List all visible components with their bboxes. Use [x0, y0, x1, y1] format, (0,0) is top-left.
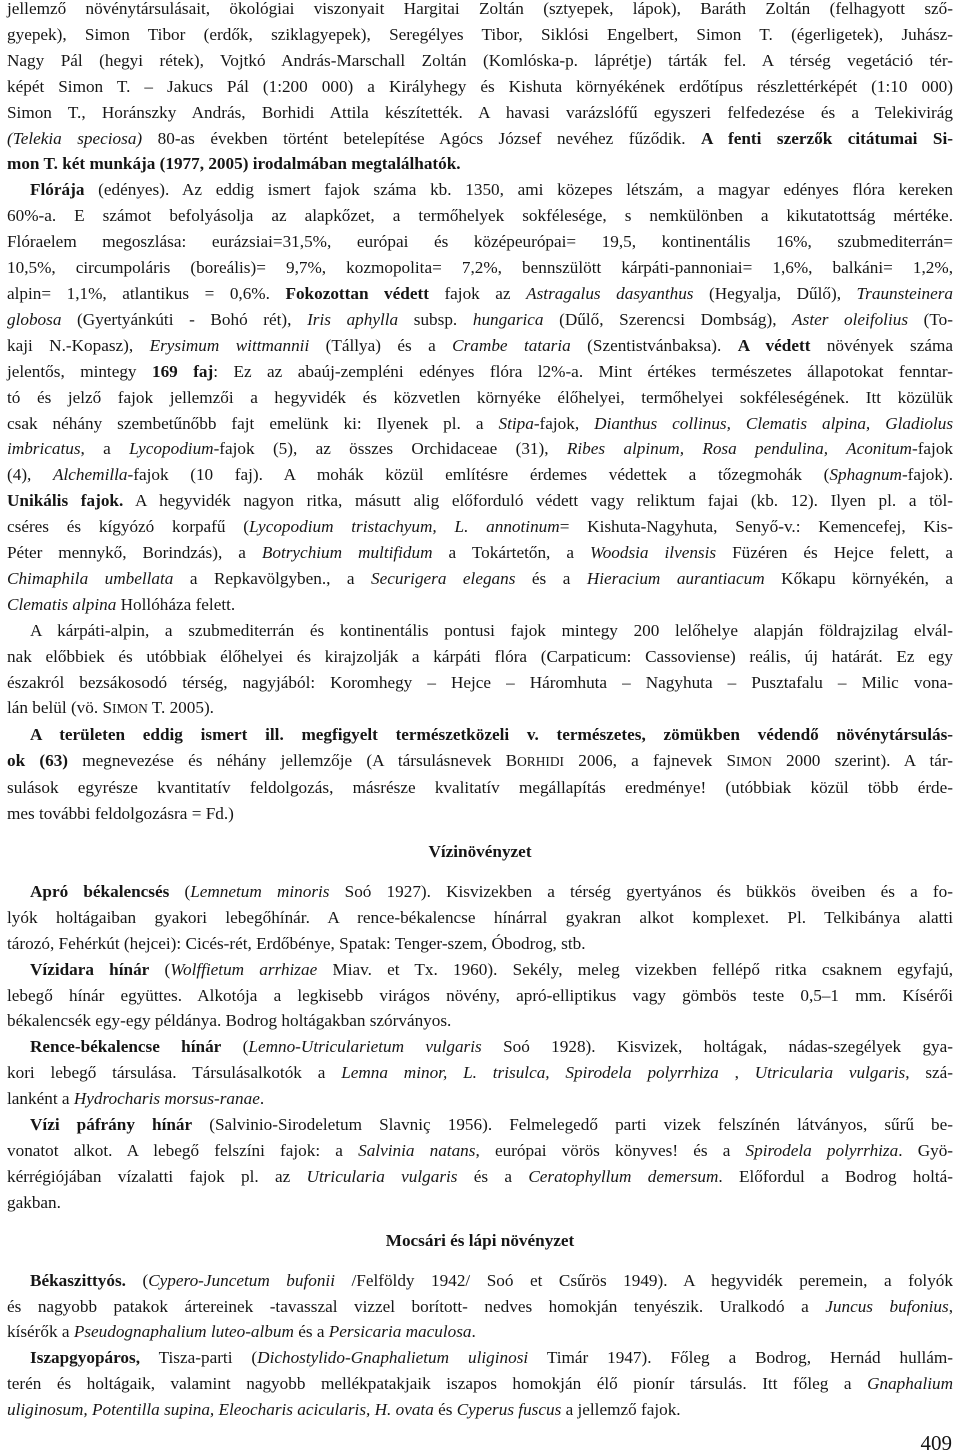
italic-text: uliginosum, Potentilla supina, Eleocharis acicularis, H. ovata — [7, 1400, 434, 1420]
section-paragraphs — [7, 1268, 953, 1423]
italic-text: Lemna minor, L. trisulca, Spirodela polyrrhiza — [341, 1063, 719, 1083]
italic-text: Salvinia natans — [358, 1140, 476, 1160]
text-line — [7, 333, 953, 359]
text-run: . Előfordul a Bodrog holtá- — [718, 1166, 953, 1186]
text-run: jellemző növénytársulásait, ökológiai viszonyait Hargitai Zoltán (sztyepek, lápok), Baráth Zoltán (felhagyott sző- — [7, 0, 953, 18]
text-line — [7, 229, 953, 255]
italic-text: Crambe tataria — [452, 335, 571, 355]
text-line — [7, 1034, 953, 1060]
text-run: gyepek), Simon Tibor (erdők, sziklagyepek), Seregélyes Tibor, Siklósi Engelbert, Simon T. (égerligetek), Juhász- — [7, 24, 953, 44]
italic-text: Dichostylido-Gnaphalietum uliginosi — [257, 1348, 529, 1368]
text-run: Hollóháza felett. — [116, 594, 236, 614]
text-run: gakban. — [7, 1192, 61, 1212]
text-line — [7, 722, 953, 748]
text-run: és nagyobb patakok ártereinek -tavasszal vizzel borított- nedves homokján tenyészik. Uralkodó a — [7, 1296, 826, 1316]
text-run: T. 2005). — [147, 698, 214, 718]
text-line — [7, 540, 953, 566]
text-run: képét Simon T. – Jakucs Pál (1:200 000) a Királyhegy és Kishuta környékének erdőtípus részlettérképét (1:10 000) — [7, 76, 953, 96]
text-line — [7, 74, 953, 100]
text-run: Flóraelem megoszlása: eurázsiai=31,5%, európai és középeurópai= 19,5, kontinentális 16%, szubmediterrán= — [7, 232, 953, 252]
text-line — [7, 1345, 953, 1371]
italic-text: Aster oleifolius — [792, 309, 909, 329]
text-run: alpin= 1,1%, atlantikus = 0,6%. — [7, 283, 286, 303]
paragraph — [7, 879, 953, 957]
text-run: Soó 1927). Kisvizekben a térség gyertyános és bükkös öveiben és a fo- — [329, 881, 953, 901]
italic-text: Clematis alpina — [7, 594, 117, 614]
text-run: subsp. — [398, 309, 473, 329]
text-run: cséres és kígyózó korpafű ( — [7, 517, 250, 537]
bold-text: Békaszittyós. — [30, 1270, 126, 1290]
section-heading: Vízinövényzet — [428, 842, 532, 861]
text-line — [7, 385, 953, 411]
text-line — [7, 307, 953, 333]
text-run: csak néhány szembetűnőbb fajt emelünk ki: Ilyenek pl. a — [7, 413, 499, 433]
text-line — [7, 618, 953, 644]
text-run: Timár 1947). Főleg a Bodrog, Hernád hullám- — [528, 1348, 953, 1368]
italic-text: Ceratophyllum demersum — [528, 1166, 719, 1186]
text-run: jelentős, mintegy — [7, 361, 152, 381]
text-run: (edényes). Az eddig ismert fajok száma kb. 1350, ami közepes létszám, a magyar edényes flóra kereken — [84, 180, 953, 200]
italic-text: hungarica — [472, 309, 544, 329]
bold-text: A fenti szerzők citátumai Si- — [701, 128, 953, 148]
text-run: (Szentistvánbaksa). — [570, 335, 738, 355]
text-run: -fajok — [911, 439, 954, 459]
italic-text: Ribes alpinum, Rosa pendulina, Aconitum — [566, 439, 912, 459]
text-run: Tisza-parti ( — [140, 1348, 258, 1368]
italic-text: Persicaria maculosa — [328, 1322, 472, 1342]
paragraph — [7, 618, 953, 723]
italic-text: Spirodela polyrrhiza — [745, 1140, 899, 1160]
italic-text: imbricatus — [7, 439, 81, 459]
text-run: (To- — [908, 309, 953, 329]
paragraph — [7, 177, 953, 617]
text-run: fajok az — [428, 283, 527, 303]
text-line — [7, 1371, 953, 1397]
italic-text: Cypero-Juncetum bufonii — [148, 1270, 335, 1290]
italic-text: Alchemilla — [53, 465, 128, 485]
text-run: tározó, Fehérkút (hejcei): Cicés-rét, Erdőbénye, Spatak: Tenger-szem, Óbodrog, stb. — [7, 933, 586, 953]
text-run: Nagy Pál (hegyi rétek), Vojtkó András-Marschall Zoltán (Komlóska-p. láprétje) tárták fel. A térség vegetáció tér- — [7, 50, 953, 70]
text-run: lyók holtágaiban gyakori lebegőhínár. A rence-békalencse hínárral gyakran alkot komplexet. Pl. Telkibánya alatti — [7, 907, 953, 927]
text-run: A kárpáti-alpin, a szubmediterrán és kontinentális pontusi fajok mintegy 200 lelőhelye alapján földrajzilag elvál- — [30, 620, 953, 640]
italic-text: Lycopodium tristachyum, L. annotinum — [249, 517, 560, 537]
text-run: lán belül (vö. S — [7, 698, 113, 718]
text-line — [7, 1164, 953, 1190]
text-run: ( — [125, 1270, 149, 1290]
text-run: Kőkapu környékén, a — [764, 568, 953, 588]
text-line — [7, 1397, 953, 1423]
section-mocsari-es-lapi-novenyzet — [7, 1228, 953, 1423]
text-run: és a — [515, 568, 587, 588]
text-line — [7, 411, 953, 437]
paragraph — [7, 1268, 953, 1346]
italic-text: Iris aphylla — [307, 309, 399, 329]
text-run: és a — [293, 1322, 329, 1342]
text-line — [7, 670, 953, 696]
text-run: mes további feldolgozásra = Fd.) — [7, 804, 234, 824]
text-line — [7, 801, 953, 827]
text-line — [7, 177, 953, 203]
text-run: kérrégiójában vízalatti fajok pl. az — [7, 1166, 307, 1186]
text-run: 2006, a fajnevek S — [564, 751, 737, 771]
italic-text: Stipa — [498, 413, 534, 433]
text-line — [7, 359, 953, 385]
text-run: , a — [80, 439, 130, 459]
text-run: , szá- — [905, 1063, 954, 1083]
text-run: megnevezése és néhány jellemzője (A társulásnevek B — [68, 751, 518, 771]
text-run: (4), — [7, 465, 54, 485]
text-run: tó és jelző fajok jellemzői a hegyvidék és közvetlen környéke élőhelyei, termőhelyei sokféleségének. Itt közülük — [7, 387, 953, 407]
text-run: , európai vörös könyves! és a — [475, 1140, 746, 1160]
text-run: ( — [149, 959, 171, 979]
text-line — [7, 1060, 953, 1086]
text-line — [7, 775, 953, 801]
text-run: és a — [457, 1166, 529, 1186]
paragraph — [7, 0, 953, 177]
text-line — [7, 957, 953, 983]
italic-text: Lycopodium — [129, 439, 214, 459]
bold-text: Unikális fajok. — [7, 491, 124, 511]
text-line — [7, 126, 953, 152]
small-caps-text: IMON — [112, 701, 148, 717]
text-run: növények száma — [810, 335, 953, 355]
text-line — [7, 879, 953, 905]
italic-text: Utricularia vulgaris — [306, 1166, 458, 1186]
text-run: Péter mennykő, Borindzás), a — [7, 543, 262, 563]
page-number: 409 — [920, 1431, 952, 1455]
text-line — [7, 1268, 953, 1294]
text-run: békalencsék egy-egy példánya. Bodrog holtágakban szórványos. — [7, 1011, 452, 1031]
bold-text: Apró békalencsés — [30, 881, 170, 901]
italic-text: Sphagnum — [829, 465, 902, 485]
text-line — [7, 592, 953, 618]
paragraph — [7, 1345, 953, 1423]
bold-text: A védett — [737, 335, 811, 355]
italic-text: Pseudognaphalium luteo-album — [73, 1322, 294, 1342]
text-line — [7, 748, 953, 775]
italic-text: Traunsteinera — [856, 283, 953, 303]
bold-text: Fokozottan védett — [285, 283, 429, 303]
text-run: (Salvinio-Sirodeletum Slavniç 1956). Felmelegedő parti vizek felszínén látványos, sűrű be- — [192, 1115, 953, 1135]
text-run: a Repkavölgyben., a — [173, 568, 372, 588]
text-line — [7, 566, 953, 592]
text-run: lebegő hínár együttes. Alkotója a legkisebb virágos növény, apró-elliptikus vagy gömbös teste 0,5–1 mm. Kísérői — [7, 985, 953, 1005]
section-paragraphs — [7, 879, 953, 1216]
text-run: terén és holtágaik, valamint nagyobb mellékpatakjaik iszapos homokján élő pionír társulás. Itt főleg a — [7, 1374, 868, 1394]
italic-text: Cyperus fuscus — [456, 1400, 562, 1420]
italic-text: Hydrocharis morsus-ranae — [73, 1089, 260, 1109]
text-line — [7, 1008, 953, 1034]
bold-text: mon T. két munkája (1977, 2005) irodalmában megtalálhatók. — [7, 154, 461, 174]
text-run: (Hegyalja, Dűlő), — [693, 283, 857, 303]
text-run: Simon T., Horánszky András, Borhidi Attila készítették. A havasi varázslófű egyszeri felfedezése és a Telekivirág — [7, 102, 953, 122]
italic-text: Hieracium aurantiacum — [586, 568, 765, 588]
text-run: a Tokártetőn, a — [432, 543, 590, 563]
italic-text: Juncus bufonius — [825, 1296, 949, 1316]
bold-text: Flórája — [30, 180, 85, 200]
bold-text: Iszapgyopáros, — [30, 1348, 140, 1368]
text-line — [7, 281, 953, 307]
text-run: A hegyvidék nagyon ritka, másutt alig előforduló védett vagy reliktum fajai (kb. 12). Ilyen pl. a töl- — [123, 491, 953, 511]
italic-text: Astragalus dasyanthus — [526, 283, 694, 303]
section-heading: Mocsári és lápi növényzet — [385, 1230, 575, 1250]
text-run: nak előbbiek és utóbbiak élőhelyei és kirajzolják a kárpáti flóra (Carpaticum: Cassoviense) reális, új határát. Ez egy — [7, 646, 953, 666]
italic-text: Lemno-Utricularietum vulgaris — [248, 1037, 482, 1057]
text-run: kísérők a — [7, 1322, 74, 1342]
paragraph — [7, 1112, 953, 1216]
text-line — [7, 1086, 953, 1112]
text-line — [7, 488, 953, 514]
page-body — [7, 0, 953, 1423]
italic-text: Gnaphalium — [867, 1374, 953, 1394]
small-caps-text: IMON — [736, 754, 772, 770]
text-run: sulások egyrésze kvantitatív feldolgozás, másrésze kvalitatív megállapítás eredménye! (utóbbiak közül több érde- — [7, 778, 953, 798]
text-line — [7, 203, 953, 229]
text-run: a jellemző fajok. — [561, 1400, 681, 1420]
bold-text: Vízi páfrány hínár — [30, 1115, 193, 1135]
text-run: vonatot alkot. A lebegő felszíni fajok: a — [7, 1140, 359, 1160]
text-line — [7, 983, 953, 1009]
text-run: lanként a — [7, 1089, 74, 1109]
text-run: -fajok (5), az összes Orchidaceae (31), — [213, 439, 567, 459]
text-run: = Kishuta-Nagyhuta, Senyő-v.: Kemencefej, Kis- — [559, 517, 954, 537]
text-run: /Felföldy 1942/ Soó et Csűrös 1949). A hegyvidék peremein, a folyók — [334, 1270, 953, 1290]
text-line — [7, 644, 953, 670]
italic-text: globosa — [7, 309, 62, 329]
text-line — [7, 100, 953, 126]
italic-text: Lemnetum minoris — [190, 881, 330, 901]
italic-text: Wolffietum arrhizae — [170, 959, 318, 979]
italic-text: Chimaphila umbellata — [7, 568, 174, 588]
text-line — [7, 255, 953, 281]
text-run: (Gyertyánkúti - Bohó rét), — [61, 309, 308, 329]
text-line — [7, 0, 953, 22]
text-run: és — [433, 1400, 457, 1420]
section-vizinovenyzet — [7, 839, 953, 1216]
italic-text: (Telekia speciosa) — [7, 128, 143, 148]
paragraph — [7, 1034, 953, 1112]
italic-text: Woodsia ilvensis — [589, 543, 717, 563]
italic-text: Botrychium multifidum — [261, 543, 433, 563]
text-line — [7, 1319, 953, 1345]
italic-text: Dianthus collinus, Clematis alpina, Gladiolus — [594, 413, 954, 433]
text-run: ( — [221, 1037, 249, 1057]
text-run: , — [948, 1296, 954, 1316]
italic-text: Securigera elegans — [371, 568, 516, 588]
bold-text: ok (63) — [7, 751, 69, 771]
text-run: . — [259, 1089, 265, 1109]
text-run: . Gyö- — [898, 1140, 954, 1160]
text-run: : Ez az abaúj-zempléni edényes flóra l2%-a. Mint értékes természetes állapotokat fenntar- — [213, 361, 953, 381]
text-line — [7, 1294, 953, 1320]
text-run: . — [471, 1322, 476, 1342]
text-line — [7, 48, 953, 74]
text-run: 60%-a. E számot befolyásolja az alapkőzet, a termőhelyek sokfélesége, s nemkülönben a kikutatottság mértéke. — [7, 206, 953, 226]
text-line — [7, 1112, 953, 1138]
text-line — [7, 514, 953, 540]
text-line — [7, 462, 953, 488]
text-run: kori lebegő társulása. Társulásalkotók a — [7, 1063, 342, 1083]
bold-text: Rence-békalencse hínár — [30, 1037, 222, 1057]
italic-text: Erysimum wittmannii — [149, 335, 310, 355]
paragraph — [7, 957, 953, 1035]
text-run: Soó 1928). Kisvizek, holtágak, nádas-szegélyek gya- — [481, 1037, 954, 1057]
text-line — [7, 905, 953, 931]
bold-text: A területen eddig ismert ill. megfigyelt természetközeli v. természetes, zömükben védendő növénytársulás- — [30, 725, 953, 745]
italic-text: Utricularia vulgaris — [754, 1063, 906, 1083]
text-run: (Tállya) és a — [309, 335, 453, 355]
intro-text — [7, 0, 953, 827]
text-line — [7, 931, 953, 957]
text-run: -fajok (10 faj). A mohák közül említésre érdemes védettek a tőzegmohák ( — [127, 465, 830, 485]
text-run: 80-as években történt betelepítése Agócs József nevéhez fűződik. — [142, 128, 702, 148]
text-line — [7, 1190, 953, 1216]
text-line — [7, 22, 953, 48]
text-line — [7, 1138, 953, 1164]
text-run: Miav. et Tx. 1960). Sekély, meleg vizekben fellépő ritka csaknem egyfajú, — [317, 959, 953, 979]
paragraph — [7, 722, 953, 827]
text-run: kaji N.-Kopasz), — [7, 335, 150, 355]
bold-text: Vízidara hínár — [30, 959, 150, 979]
text-run: északról bezsákosodó térség, nagyjából: Koromhegy – Hejce – Háromhuta – Nagyhuta – Pusztafalu – Milic vona- — [7, 672, 953, 692]
text-run: 2000 szerint). A tár- — [771, 751, 953, 771]
text-run: , — [718, 1063, 755, 1083]
small-caps-text: ORHIDI — [517, 754, 565, 770]
text-line — [7, 436, 953, 462]
text-run: 10,5%, circumpoláris (boreális)= 9,7%, kozmopolita= 7,2%, bennszülött kárpáti-pannoniai= 1,6%, balkáni= 1,2%, — [7, 258, 953, 278]
text-run: ( — [169, 881, 191, 901]
text-run: -fajok, — [533, 413, 595, 433]
text-run: (Dűlő, Szerencsi Dombság), — [543, 309, 793, 329]
bold-text: 169 faj — [151, 361, 214, 381]
text-run: Füzéren és Hejce felett, a — [716, 543, 953, 563]
text-run: -fajok). — [901, 465, 954, 485]
text-line — [7, 151, 953, 177]
text-line — [7, 695, 953, 722]
